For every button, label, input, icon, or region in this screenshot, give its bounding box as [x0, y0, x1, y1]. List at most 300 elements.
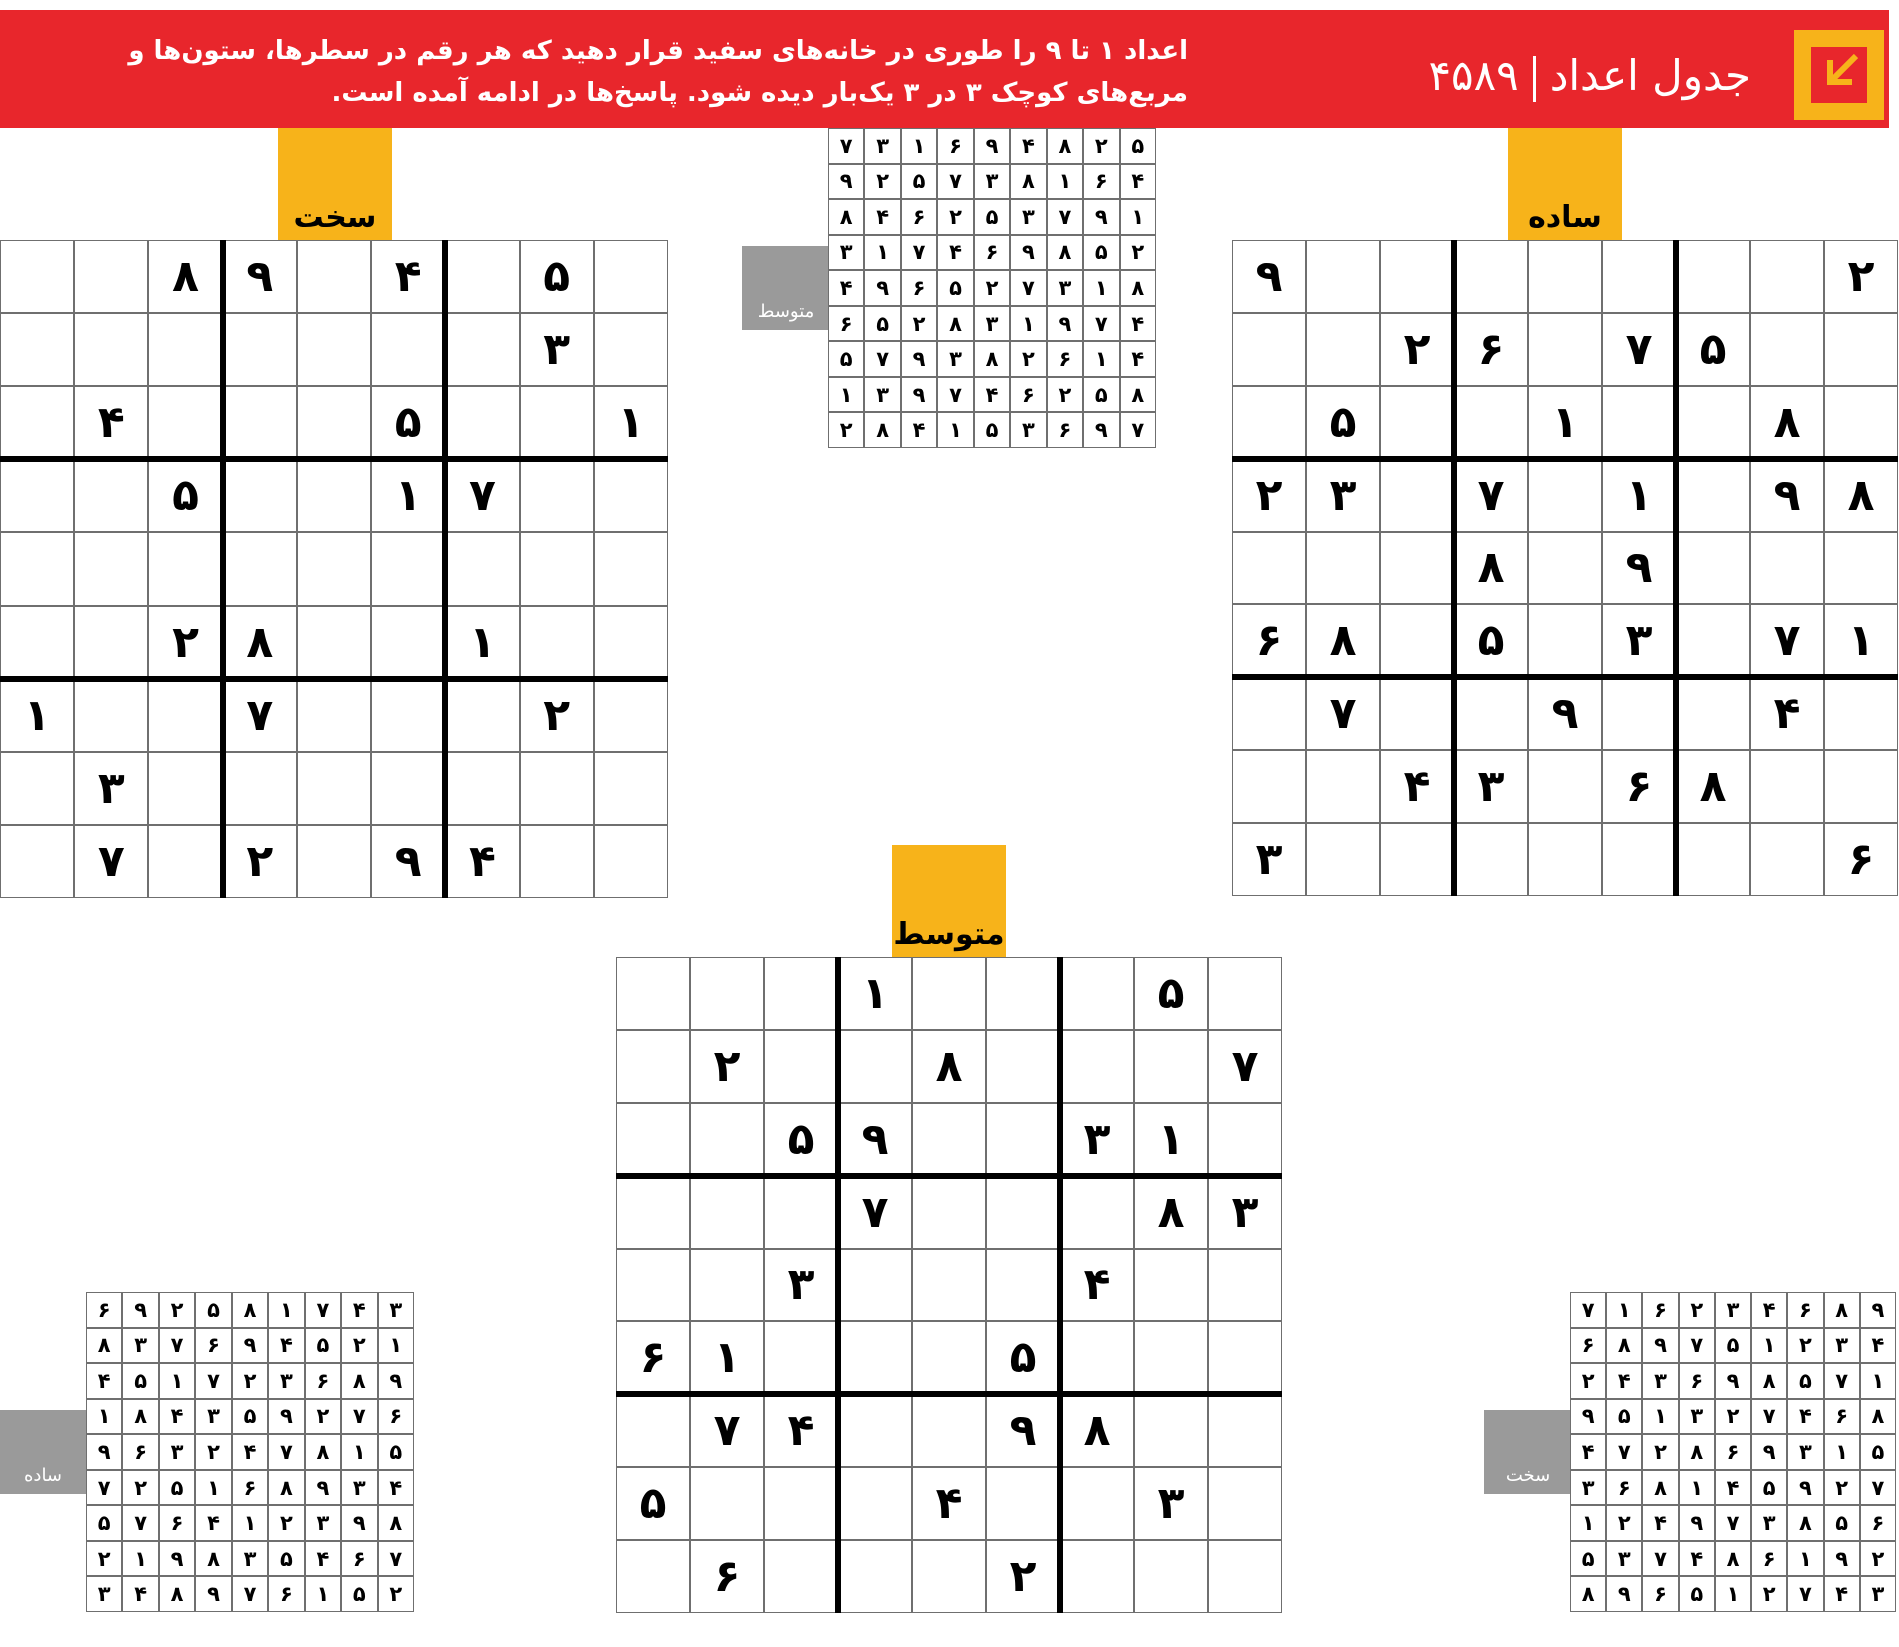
grid-cell — [1208, 1467, 1282, 1540]
grid-cell — [594, 240, 668, 313]
grid-cell: ۷ — [86, 1470, 122, 1506]
grid-cell: ۲ — [195, 1434, 231, 1470]
grid-cell: ۹ — [1570, 1399, 1606, 1435]
grid-cell: ۴ — [86, 1363, 122, 1399]
grid-cell: ۳ — [1679, 1399, 1715, 1435]
grid-cell: ۲ — [1047, 377, 1083, 413]
grid-cell: ۴ — [378, 1470, 414, 1506]
grid-cell: ۹ — [986, 1394, 1060, 1467]
grid-cell — [1528, 823, 1602, 896]
grid-cell: ۴ — [901, 412, 937, 448]
grid-cell — [1232, 313, 1306, 386]
grid-cell — [0, 825, 74, 898]
grid-cell: ۷ — [378, 1541, 414, 1577]
grid-cell: ۲ — [1380, 313, 1454, 386]
grid-cell — [1676, 240, 1750, 313]
answer-medium-label: متوسط — [742, 246, 830, 330]
grid-cell: ۳ — [268, 1363, 304, 1399]
grid-cell: ۹ — [1787, 1470, 1823, 1506]
grid-cell: ۸ — [1047, 235, 1083, 271]
header-bar — [0, 10, 1889, 128]
grid-cell — [594, 459, 668, 532]
grid-cell: ۷ — [232, 1576, 268, 1612]
grid-cell — [0, 606, 74, 679]
grid-cell: ۱ — [371, 459, 445, 532]
grid-cell: ۸ — [159, 1576, 195, 1612]
grid-cell: ۶ — [1860, 1505, 1896, 1541]
grid-cell — [1602, 240, 1676, 313]
grid-cell — [1528, 532, 1602, 605]
grid-cell: ۸ — [86, 1328, 122, 1364]
grid-cell: ۲ — [864, 164, 900, 200]
grid-cell: ۷ — [864, 341, 900, 377]
grid-cell — [1602, 677, 1676, 750]
grid-cell: ۶ — [901, 270, 937, 306]
grid-cell — [148, 386, 222, 459]
grid-cell: ۶ — [690, 1540, 764, 1613]
grid-cell: ۶ — [828, 306, 864, 342]
grid-cell: ۵ — [1306, 386, 1380, 459]
grid-cell: ۵ — [341, 1576, 377, 1612]
grid-cell: ۵ — [305, 1328, 341, 1364]
instructions-text: اعداد ۱ تا ۹ را طوری در خانه‌های سفید قرار دهید که هر رقم در سطرها، ستون‌ها و مربع‌های کوچک ۳ در ۳ یک‌بار دیده شود. پاسخ‌ها در ادامه آمده است. — [128, 36, 1188, 108]
grid-cell — [1134, 1030, 1208, 1103]
grid-cell — [445, 386, 519, 459]
grid-cell: ۹ — [371, 825, 445, 898]
grid-cell: ۲ — [828, 412, 864, 448]
grid-cell: ۴ — [1060, 1249, 1134, 1322]
grid-cell: ۲ — [1083, 128, 1119, 164]
grid-cell — [1208, 1103, 1282, 1176]
grid-cell: ۸ — [378, 1505, 414, 1541]
grid-cell — [912, 1176, 986, 1249]
grid-cell: ۵ — [864, 306, 900, 342]
grid-cell: ۴ — [1380, 750, 1454, 823]
grid-cell: ۹ — [1750, 459, 1824, 532]
grid-cell: ۷ — [1750, 604, 1824, 677]
issue-number: ۴۵۸۹ — [1428, 51, 1519, 100]
grid-cell: ۶ — [159, 1505, 195, 1541]
grid-cell: ۷ — [268, 1434, 304, 1470]
grid-cell — [74, 679, 148, 752]
grid-cell: ۲ — [974, 270, 1010, 306]
grid-cell: ۷ — [690, 1394, 764, 1467]
grid-cell: ۳ — [1010, 199, 1046, 235]
grid-cell: ۴ — [371, 240, 445, 313]
box-divider — [442, 240, 448, 898]
grid-cell: ۲ — [1751, 1576, 1787, 1612]
arrow-down-left-icon — [1794, 30, 1884, 120]
grid-cell — [297, 459, 371, 532]
grid-cell: ۵ — [371, 386, 445, 459]
grid-cell: ۹ — [159, 1541, 195, 1577]
grid-cell: ۷ — [195, 1363, 231, 1399]
grid-cell: ۸ — [828, 199, 864, 235]
grid-cell: ۲ — [1642, 1434, 1678, 1470]
grid-cell: ۳ — [1047, 270, 1083, 306]
grid-cell — [1134, 1321, 1208, 1394]
grid-cell — [1750, 532, 1824, 605]
grid-cell — [148, 752, 222, 825]
grid-cell: ۹ — [1083, 412, 1119, 448]
grid-cell: ۶ — [232, 1470, 268, 1506]
grid-cell — [223, 386, 297, 459]
grid-cell: ۸ — [1676, 750, 1750, 823]
grid-cell — [445, 532, 519, 605]
grid-cell: ۱ — [445, 606, 519, 679]
grid-cell — [1824, 532, 1898, 605]
grid-cell: ۱ — [864, 235, 900, 271]
grid-cell: ۷ — [828, 128, 864, 164]
grid-cell — [371, 606, 445, 679]
box-divider — [1673, 240, 1679, 896]
grid-cell: ۴ — [232, 1434, 268, 1470]
grid-cell: ۴ — [1570, 1434, 1606, 1470]
grid-cell: ۵ — [1787, 1363, 1823, 1399]
grid-cell: ۴ — [1120, 164, 1156, 200]
grid-cell: ۵ — [901, 164, 937, 200]
grid-cell: ۱ — [1602, 459, 1676, 532]
grid-cell — [520, 752, 594, 825]
grid-cell — [1060, 1321, 1134, 1394]
grid-cell: ۹ — [901, 377, 937, 413]
grid-cell: ۲ — [122, 1470, 158, 1506]
grid-cell: ۵ — [1676, 313, 1750, 386]
box-divider — [0, 456, 668, 462]
grid-cell — [986, 1103, 1060, 1176]
grid-cell: ۳ — [1570, 1470, 1606, 1506]
grid-cell — [0, 752, 74, 825]
grid-cell: ۳ — [1715, 1292, 1751, 1328]
grid-cell: ۴ — [1606, 1363, 1642, 1399]
grid-cell: ۴ — [828, 270, 864, 306]
grid-cell: ۲ — [232, 1363, 268, 1399]
grid-cell: ۵ — [974, 412, 1010, 448]
grid-cell: ۷ — [1715, 1505, 1751, 1541]
grid-cell — [594, 752, 668, 825]
grid-cell — [0, 459, 74, 532]
grid-cell: ۴ — [864, 199, 900, 235]
grid-cell: ۵ — [1824, 1505, 1860, 1541]
grid-cell: ۵ — [1570, 1541, 1606, 1577]
answer-grid-hard — [1570, 1292, 1896, 1612]
grid-cell: ۴ — [1679, 1541, 1715, 1577]
grid-cell — [1528, 240, 1602, 313]
board-hard — [0, 240, 668, 898]
tab-easy — [1508, 128, 1622, 240]
grid-cell: ۵ — [378, 1434, 414, 1470]
grid-cell — [1602, 386, 1676, 459]
grid-cell: ۹ — [838, 1103, 912, 1176]
grid-cell: ۹ — [1679, 1505, 1715, 1541]
grid-cell: ۱ — [1134, 1103, 1208, 1176]
grid-cell — [1528, 750, 1602, 823]
grid-cell: ۴ — [764, 1394, 838, 1467]
grid-cell: ۲ — [1570, 1363, 1606, 1399]
grid-cell: ۷ — [305, 1292, 341, 1328]
grid-cell — [1232, 386, 1306, 459]
grid-cell: ۷ — [1602, 313, 1676, 386]
grid-cell: ۲ — [1824, 240, 1898, 313]
grid-cell: ۲ — [937, 199, 973, 235]
grid-cell: ۱ — [937, 412, 973, 448]
grid-cell: ۵ — [268, 1541, 304, 1577]
grid-cell: ۸ — [1750, 386, 1824, 459]
grid-cell: ۹ — [232, 1328, 268, 1364]
grid-cell — [1380, 386, 1454, 459]
grid-cell: ۷ — [1047, 199, 1083, 235]
grid-cell — [912, 1394, 986, 1467]
grid-cell: ۸ — [1570, 1576, 1606, 1612]
grid-cell — [1750, 750, 1824, 823]
grid-cell: ۶ — [1642, 1292, 1678, 1328]
grid-cell: ۲ — [901, 306, 937, 342]
grid-cell: ۲ — [1679, 1292, 1715, 1328]
grid-cell: ۶ — [86, 1292, 122, 1328]
grid-cell — [1380, 604, 1454, 677]
grid-cell: ۱ — [1679, 1470, 1715, 1506]
grid-cell: ۱ — [0, 679, 74, 752]
grid-cell: ۳ — [1642, 1363, 1678, 1399]
grid-cell: ۸ — [1010, 164, 1046, 200]
grid-cell: ۶ — [1047, 341, 1083, 377]
answer-hard-label: سخت — [1484, 1410, 1572, 1494]
grid-cell: ۸ — [1454, 532, 1528, 605]
grid-cell: ۳ — [1010, 412, 1046, 448]
grid-cell — [912, 1103, 986, 1176]
grid-cell: ۹ — [1606, 1576, 1642, 1612]
grid-cell — [148, 532, 222, 605]
grid-cell — [1060, 1030, 1134, 1103]
grid-cell — [1676, 459, 1750, 532]
grid-cell: ۱ — [1642, 1399, 1678, 1435]
grid-cell: ۷ — [1751, 1399, 1787, 1435]
grid-cell: ۹ — [86, 1434, 122, 1470]
grid-cell: ۹ — [223, 240, 297, 313]
grid-cell: ۴ — [1642, 1505, 1678, 1541]
grid-cell: ۳ — [864, 128, 900, 164]
grid-cell: ۲ — [1715, 1399, 1751, 1435]
grid-cell: ۸ — [1787, 1505, 1823, 1541]
grid-cell: ۱ — [1824, 1434, 1860, 1470]
grid-cell: ۶ — [1083, 164, 1119, 200]
grid-cell — [912, 1540, 986, 1613]
grid-cell: ۳ — [1787, 1434, 1823, 1470]
grid-cell — [1208, 1394, 1282, 1467]
grid-cell: ۶ — [1570, 1328, 1606, 1364]
grid-cell: ۵ — [1860, 1434, 1896, 1470]
answer-grid-medium — [828, 128, 1156, 448]
grid-cell: ۲ — [986, 1540, 1060, 1613]
grid-cell: ۶ — [1715, 1434, 1751, 1470]
grid-cell: ۷ — [1642, 1541, 1678, 1577]
grid-cell — [445, 240, 519, 313]
grid-cell: ۴ — [1120, 341, 1156, 377]
grid-cell: ۵ — [86, 1505, 122, 1541]
grid-cell: ۵ — [974, 199, 1010, 235]
grid-cell — [1676, 677, 1750, 750]
grid-cell: ۴ — [122, 1576, 158, 1612]
brand-name: جدول اعداد — [1549, 51, 1751, 100]
grid-cell: ۴ — [195, 1505, 231, 1541]
grid-cell: ۴ — [1750, 677, 1824, 750]
grid-cell: ۷ — [901, 235, 937, 271]
grid-cell: ۱ — [1047, 164, 1083, 200]
grid-cell: ۲ — [378, 1576, 414, 1612]
box-divider — [1451, 240, 1457, 896]
grid-cell: ۱ — [159, 1363, 195, 1399]
grid-cell — [838, 1467, 912, 1540]
grid-cell: ۸ — [268, 1470, 304, 1506]
grid-cell: ۹ — [341, 1505, 377, 1541]
grid-cell — [616, 1249, 690, 1322]
box-divider — [220, 240, 226, 898]
grid-cell: ۸ — [1715, 1541, 1751, 1577]
grid-cell: ۲ — [1606, 1505, 1642, 1541]
grid-cell: ۸ — [864, 412, 900, 448]
logo — [1794, 30, 1884, 120]
grid-cell: ۱ — [341, 1434, 377, 1470]
grid-cell: ۵ — [764, 1103, 838, 1176]
grid-cell — [297, 313, 371, 386]
grid-cell: ۷ — [159, 1328, 195, 1364]
grid-cell: ۱ — [1751, 1328, 1787, 1364]
grid-cell: ۱ — [901, 128, 937, 164]
grid-cell — [690, 1103, 764, 1176]
grid-cell — [74, 606, 148, 679]
grid-cell: ۶ — [1824, 1399, 1860, 1435]
grid-cell: ۸ — [1751, 1363, 1787, 1399]
grid-cell: ۷ — [1306, 677, 1380, 750]
grid-cell — [1306, 750, 1380, 823]
grid-cell — [764, 1176, 838, 1249]
grid-cell: ۶ — [122, 1434, 158, 1470]
board-easy — [1232, 240, 1898, 896]
grid-cell: ۳ — [195, 1399, 231, 1435]
grid-cell — [616, 957, 690, 1030]
grid-cell — [838, 1030, 912, 1103]
grid-cell — [520, 459, 594, 532]
grid-cell — [520, 606, 594, 679]
grid-cell — [297, 606, 371, 679]
grid-cell: ۹ — [864, 270, 900, 306]
grid-cell — [616, 1540, 690, 1613]
grid-cell: ۳ — [1454, 750, 1528, 823]
grid-cell: ۳ — [974, 306, 1010, 342]
grid-cell: ۸ — [912, 1030, 986, 1103]
grid-cell — [1750, 823, 1824, 896]
grid-cell: ۷ — [223, 679, 297, 752]
grid-cell: ۴ — [974, 377, 1010, 413]
grid-cell: ۹ — [1602, 532, 1676, 605]
grid-cell — [912, 1249, 986, 1322]
grid-cell — [297, 240, 371, 313]
grid-cell — [1306, 240, 1380, 313]
grid-cell: ۸ — [195, 1541, 231, 1577]
grid-cell — [223, 459, 297, 532]
grid-cell: ۳ — [378, 1292, 414, 1328]
grid-cell — [1676, 823, 1750, 896]
grid-cell — [616, 1394, 690, 1467]
grid-cell: ۴ — [341, 1292, 377, 1328]
grid-cell: ۳ — [974, 164, 1010, 200]
grid-cell: ۸ — [122, 1399, 158, 1435]
grid-cell: ۶ — [616, 1321, 690, 1394]
grid-cell — [1060, 1176, 1134, 1249]
grid-cell: ۵ — [195, 1292, 231, 1328]
grid-cell — [223, 313, 297, 386]
grid-cell: ۸ — [1306, 604, 1380, 677]
grid-cell: ۳ — [764, 1249, 838, 1322]
grid-cell: ۲ — [159, 1292, 195, 1328]
box-divider — [616, 1391, 1282, 1397]
grid-cell: ۶ — [1787, 1292, 1823, 1328]
grid-cell — [1060, 1540, 1134, 1613]
grid-cell: ۵ — [986, 1321, 1060, 1394]
grid-cell — [0, 240, 74, 313]
grid-cell: ۴ — [268, 1328, 304, 1364]
grid-cell — [1232, 677, 1306, 750]
grid-cell: ۶ — [901, 199, 937, 235]
grid-cell: ۶ — [1679, 1363, 1715, 1399]
grid-cell: ۲ — [1787, 1328, 1823, 1364]
grid-cell: ۶ — [1642, 1576, 1678, 1612]
grid-cell: ۶ — [1232, 604, 1306, 677]
grid-cell — [764, 957, 838, 1030]
grid-cell: ۷ — [1824, 1363, 1860, 1399]
grid-cell: ۳ — [864, 377, 900, 413]
grid-cell — [594, 532, 668, 605]
grid-cell — [1750, 240, 1824, 313]
tab-hard-label: سخت — [293, 200, 377, 235]
grid-cell — [148, 313, 222, 386]
grid-cell — [445, 313, 519, 386]
grid-cell — [0, 386, 74, 459]
grid-cell: ۶ — [268, 1576, 304, 1612]
grid-cell: ۱ — [86, 1399, 122, 1435]
grid-cell — [297, 679, 371, 752]
grid-cell: ۳ — [1232, 823, 1306, 896]
tab-medium — [892, 845, 1006, 957]
grid-cell — [764, 1467, 838, 1540]
grid-cell — [1306, 823, 1380, 896]
grid-cell: ۴ — [1010, 128, 1046, 164]
grid-cell — [764, 1321, 838, 1394]
grid-cell: ۳ — [1824, 1328, 1860, 1364]
grid-cell: ۸ — [1047, 128, 1083, 164]
grid-cell — [594, 313, 668, 386]
grid-cell: ۸ — [1860, 1399, 1896, 1435]
grid-cell — [986, 1249, 1060, 1322]
grid-cell: ۴ — [445, 825, 519, 898]
grid-cell: ۱ — [690, 1321, 764, 1394]
grid-cell — [520, 386, 594, 459]
grid-cell — [371, 532, 445, 605]
box-divider — [1232, 456, 1898, 462]
grid-cell: ۱ — [1083, 341, 1119, 377]
grid-cell: ۳ — [1060, 1103, 1134, 1176]
grid-cell — [1208, 957, 1282, 1030]
grid-cell: ۶ — [1047, 412, 1083, 448]
grid-cell: ۶ — [1602, 750, 1676, 823]
grid-cell: ۱ — [268, 1292, 304, 1328]
grid-cell — [1528, 459, 1602, 532]
grid-cell: ۴ — [1860, 1328, 1896, 1364]
grid-cell — [616, 1030, 690, 1103]
grid-cell: ۸ — [1642, 1470, 1678, 1506]
grid-cell: ۸ — [1824, 459, 1898, 532]
grid-cell: ۶ — [341, 1541, 377, 1577]
